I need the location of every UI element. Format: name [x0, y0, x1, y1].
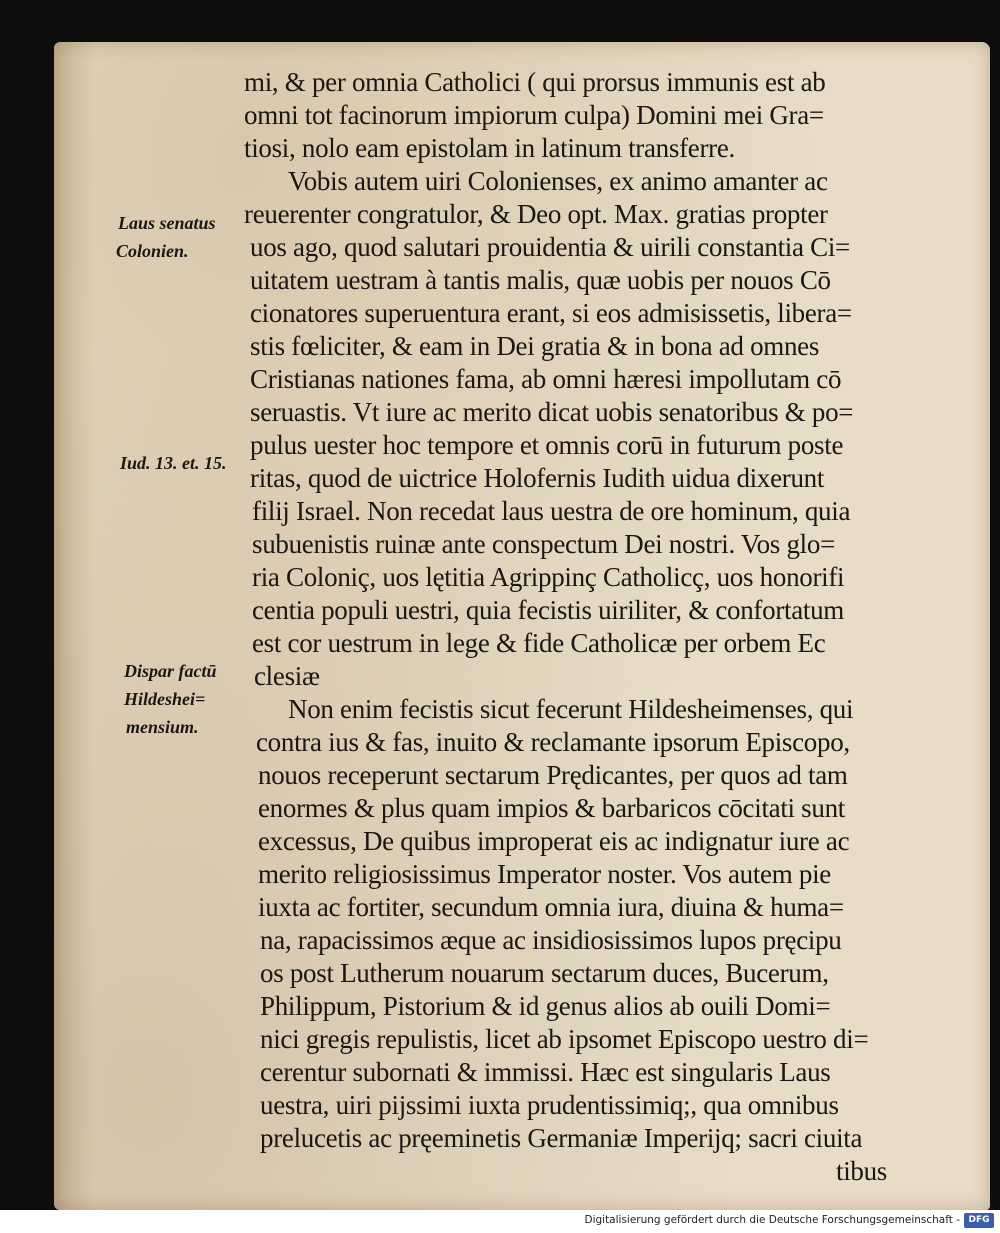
text-line: est cor uestrum in lege & fide Catholicæ per orbem Ec: [252, 628, 826, 658]
text-line: clesiæ: [254, 661, 320, 691]
text-line: filij Israel. Non recedat laus uestra de ore hominum, quia: [252, 496, 851, 526]
text-line: os post Lutherum nouarum sectarum duces, Bucerum,: [260, 958, 829, 988]
text-line: Vobis autem uiri Colonienses, ex animo amanter ac: [288, 166, 828, 196]
text-line: contra ius & fas, inuito & reclamante ipsorum Episcopo,: [256, 727, 850, 757]
margin-note: Dispar factū: [124, 661, 217, 681]
text-line: tiosi, nolo eam epistolam in latinum transferre.: [244, 133, 735, 163]
margin-note: Colonien.: [116, 241, 189, 261]
catchword: tibus: [836, 1156, 888, 1186]
text-line: seruastis. Vt iure ac merito dicat uobis senatoribus & po=: [250, 397, 854, 427]
text-line: cionatores superuentura erant, si eos admisissetis, libera=: [250, 298, 852, 328]
footer-credit: Digitalisierung gefördert durch die Deutsche Forschungsgemeinschaft -: [584, 1214, 960, 1226]
text-line: na, rapacissimos æque ac insidiosissimos lupos pręcipu: [260, 925, 842, 955]
text-line: merito religiosissimus Imperator noster. Vos autem pie: [258, 859, 831, 889]
dfg-logo-icon: DFG: [964, 1213, 994, 1228]
margin-note: Iud. 13. et. 15.: [120, 453, 227, 473]
text-line: enormes & plus quam impios & barbaricos cōcitati sunt: [258, 793, 845, 823]
margin-note: Laus senatus: [118, 213, 216, 233]
text-line: Cristianas nationes fama, ab omni hæresi impollutam cō: [250, 364, 842, 394]
text-line: Philippum, Pistorium & id genus alios ab ouili Domi=: [260, 991, 831, 1021]
text-line: excessus, De quibus improperat eis ac indignatur iure ac: [258, 826, 850, 856]
text-line: prelucetis ac pręeminetis Germaniæ Imperijq; sacri ciuita: [260, 1123, 863, 1153]
text-line: reuerenter congratulor, & Deo opt. Max. gratias propter: [244, 199, 828, 229]
text-line: stis fœliciter, & eam in Dei gratia & in bona ad omnes: [250, 331, 820, 361]
text-line: nici gregis repulistis, licet ab ipsomet Episcopo uestro di=: [260, 1024, 869, 1054]
text-line: nouos receperunt sectarum Prędicantes, per quos ad tam: [258, 760, 848, 790]
text-line: uitatem uestram à tantis malis, quæ uobis per nouos Cō: [250, 265, 831, 295]
text-line: ria Coloniç, uos lętitia Agrippinç Catholicç, uos honorifi: [252, 562, 845, 592]
text-line: iuxta ac fortiter, secundum omnia iura, diuina & huma=: [258, 892, 844, 922]
text-line: uos ago, quod salutari prouidentia & uirili constantia Ci=: [250, 232, 850, 262]
text-line: centia populi uestri, quia fecistis uiriliter, & confortatum: [252, 595, 845, 625]
text-line: cerentur subornati & immissi. Hæc est singularis Laus: [260, 1057, 831, 1087]
text-line: subuenistis ruinæ ante conspectum Dei nostri. Vos glo=: [252, 529, 835, 559]
text-line: uestra, uiri pijssimi iuxta prudentissimiq;, qua omnibus: [260, 1090, 839, 1120]
text-line: omni tot facinorum impiorum culpa) Domini mei Gra=: [244, 100, 824, 130]
margin-note: Hildeshei=: [124, 689, 206, 709]
text-line: Non enim fecistis sicut fecerunt Hildesheimenses, qui: [288, 694, 854, 724]
footer: [0, 1210, 1000, 1233]
margin-note: mensium.: [126, 717, 199, 737]
text-line: mi, & per omnia Catholici ( qui prorsus immunis est ab: [244, 67, 826, 97]
text-line: ritas, quod de uictrice Holofernis Iudith uidua dixerunt: [250, 463, 825, 493]
text-line: pulus uester hoc tempore et omnis corū in futurum poste: [250, 430, 844, 460]
